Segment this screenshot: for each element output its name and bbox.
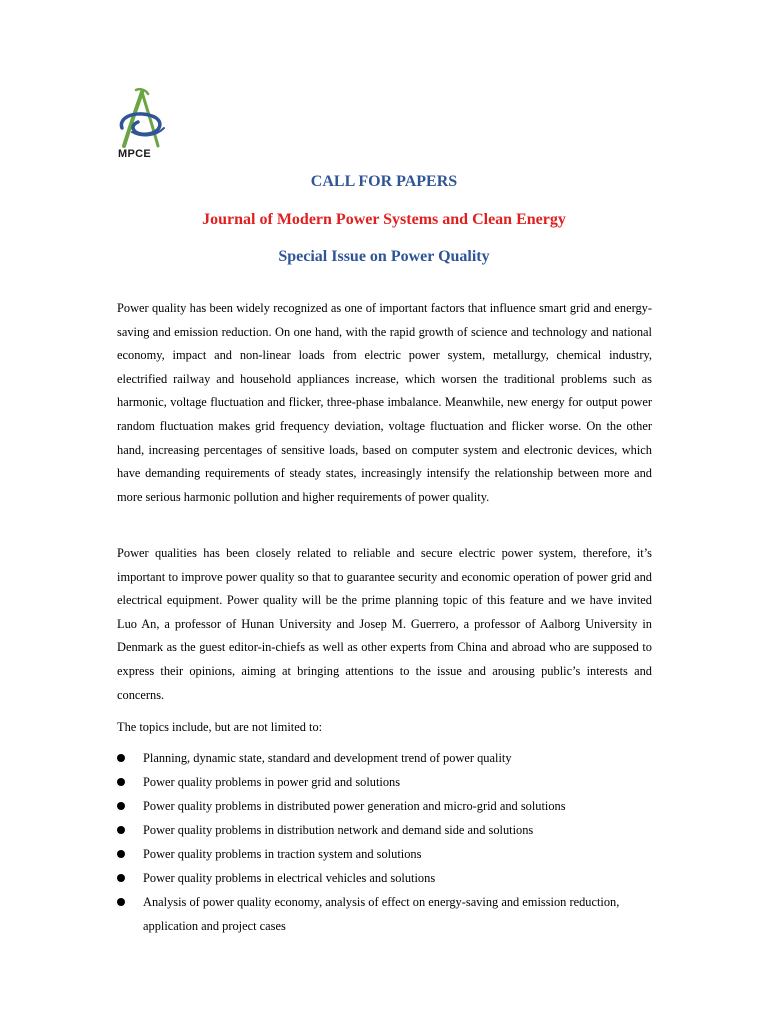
bullet-icon <box>117 778 125 786</box>
topic-text: Power quality problems in power grid and solutions <box>143 775 401 789</box>
topics-intro: The topics include, but are not limited to: <box>117 720 323 734</box>
list-item <box>117 890 652 938</box>
bullet-icon <box>117 850 125 858</box>
topic-text: Power quality problems in distribution network and demand side and solutions <box>143 823 534 837</box>
topic-text: Power quality problems in distributed power generation and micro-grid and solutions <box>143 799 566 813</box>
call-for-papers-heading: CALL FOR PAPERS <box>310 173 458 190</box>
topic-text: Power quality problems in traction system and solutions <box>143 847 422 861</box>
journal-title: Journal of Modern Power Systems and Clean Energy <box>202 211 566 228</box>
topic-text: Power quality problems in electrical vehicles and solutions <box>143 871 436 885</box>
list-item <box>117 866 652 890</box>
bullet-icon <box>117 802 125 810</box>
topics-list <box>117 746 652 938</box>
context-paragraph: Power qualities has been closely related to reliable and secure electric power system, therefore, it’s important to improve power quality so that to guarantee security and economic operation of power grid and electrical equipment. Power quality will be the prime planning topic of this feature and we have invited Luo An, a professor of Hunan University and Josep M. Guerrero, a professor of Aalborg University in Denmark as the guest editor-in-chiefs as well as other experts from China and abroad who are supposed to express their opinions, aiming at bringing attentions to the issue and arousing public’s interests and concerns. <box>117 546 652 702</box>
bullet-icon <box>117 826 125 834</box>
list-item <box>117 842 652 866</box>
bullet-icon <box>117 874 125 882</box>
bullet-icon <box>117 754 125 762</box>
intro-paragraph: Power quality has been widely recognized as one of important factors that influence smart grid and energy-saving and emission reduction. On one hand, with the rapid growth of science and technology and national economy, impact and non-linear loads from electric power system, metallurgy, chemical industry, electrified railway and household appliances increase, which worsen the traditional problems such as harmonic, voltage fluctuation and flicker, three-phase imbalance. Meanwhile, new energy for output power random fluctuation makes grid frequency deviation, voltage fluctuation and flicker worse. On the other hand, increasing percentages of sensitive loads, based on computer system and electronic devices, which have demanding requirements of steady states, increasingly intensify the relationship between more and more serious harmonic pollution and higher requirements of power quality. <box>117 301 652 504</box>
topic-text: Planning, dynamic state, standard and development trend of power quality <box>143 751 512 765</box>
topic-text: Analysis of power quality economy, analysis of effect on energy-saving and emission reduction, application and project cases <box>143 895 620 933</box>
special-issue-title: Special Issue on Power Quality <box>278 248 490 265</box>
list-item <box>117 746 652 770</box>
list-item <box>117 794 652 818</box>
logo-text: MPCE <box>118 148 151 160</box>
bullet-icon <box>117 898 125 906</box>
list-item <box>117 770 652 794</box>
list-item <box>117 818 652 842</box>
